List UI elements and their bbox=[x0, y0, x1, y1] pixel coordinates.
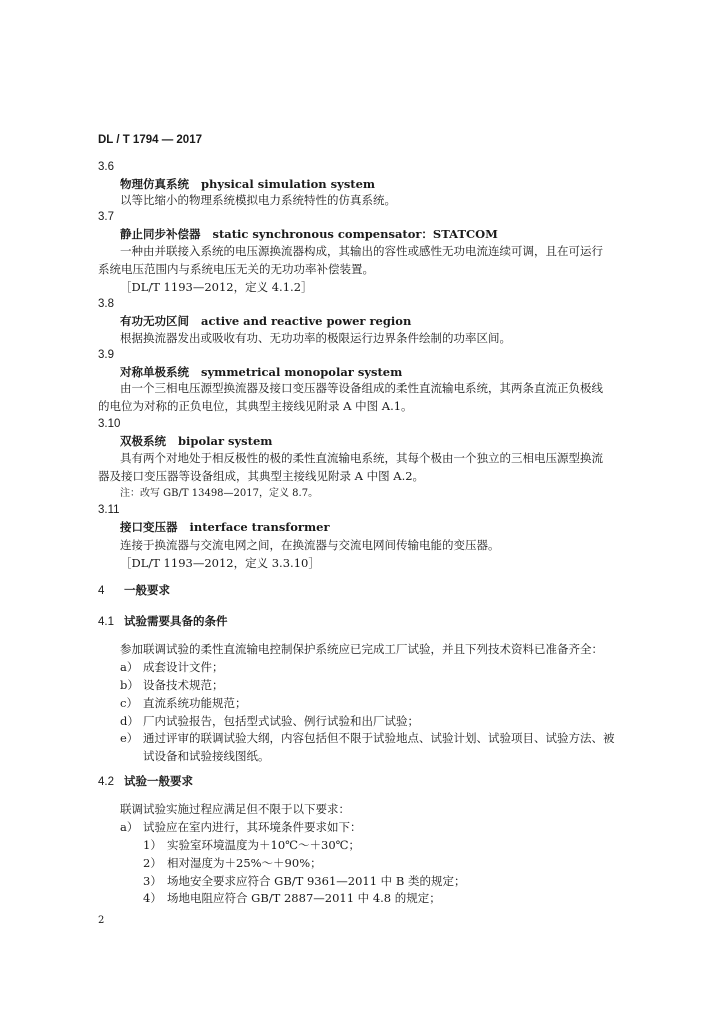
term-definition: 器及接口变压器等设备组成，其典型主接线见附录 A 中图 A.2。 bbox=[98, 469, 425, 483]
term-definition: 连接于换流器与交流电网之间，在换流器与交流电网间传输电能的变压器。 bbox=[120, 538, 500, 552]
term-en: static synchronous compensator：STATCOM bbox=[212, 227, 498, 241]
list-text: 成套设计文件； bbox=[143, 660, 224, 674]
term-title bbox=[120, 314, 411, 328]
term-definition: 以等比缩小的物理系统模拟电力系统特性的仿真系统。 bbox=[120, 193, 396, 207]
subsection-heading bbox=[98, 614, 228, 629]
sub-list-text: 场地安全要求应符合 GB/T 9361—2011 中 B 类的规定； bbox=[167, 874, 466, 888]
term-number: 3.10 bbox=[98, 418, 121, 430]
term-title bbox=[120, 434, 272, 448]
term-definition: 具有两个对地处于相反极性的极的柔性直流输电系统，其每个极由一个独立的三相电压源型换流 bbox=[120, 451, 603, 465]
subsection-heading bbox=[98, 774, 193, 789]
subsection-title: 试验需要具备的条件 bbox=[124, 614, 228, 628]
term-definition: 由一个三相电压源型换流器及接口变压器等设备组成的柔性直流输电系统，其两条直流正负极线 bbox=[120, 381, 603, 395]
sub-list-text: 相对湿度为＋25%～＋90%； bbox=[167, 856, 322, 870]
term-number: 3.11 bbox=[98, 504, 120, 516]
term-definition: 根据换流器发出或吸收有功、无功功率的极限运行边界条件绘制的功率区间。 bbox=[120, 331, 511, 345]
sub-list-item bbox=[143, 891, 441, 905]
section-heading bbox=[98, 583, 170, 598]
sub-list-item bbox=[143, 856, 322, 870]
list-label: d） bbox=[120, 714, 139, 728]
term-en: interface transformer bbox=[189, 520, 330, 534]
list-label: a） bbox=[120, 820, 139, 834]
list-item bbox=[120, 714, 419, 728]
term-en: physical simulation system bbox=[201, 177, 376, 191]
term-definition: 一种由并联接入系统的电压源换流器构成，其输出的容性或感性无功电流连续可调，且在可运行 bbox=[120, 244, 603, 258]
term-cn: 对称单极系统 bbox=[120, 365, 189, 379]
list-label: e） bbox=[120, 731, 139, 745]
list-text: 通过评审的联调试验大纲，内容包括但不限于试验地点、试验计划、试验项目、试验方法、被 bbox=[143, 731, 615, 745]
term-title bbox=[120, 227, 498, 241]
term-cn: 静止同步补偿器 bbox=[120, 227, 201, 241]
subsection-number: 4.2 bbox=[98, 776, 114, 788]
list-text: 试验应在室内进行，其环境条件要求如下： bbox=[143, 820, 362, 834]
term-definition: 系统电压范围内与系统电压无关的无功功率补偿装置。 bbox=[98, 262, 374, 276]
term-cn: 接口变压器 bbox=[120, 520, 178, 534]
term-reference: ［DL/T 1193—2012，定义 3.3.10］ bbox=[120, 556, 320, 570]
term-note: 注：改写 GB/T 13498—2017，定义 8.7。 bbox=[120, 488, 319, 499]
list-label: a） bbox=[120, 660, 139, 674]
sub-list-label: 1） bbox=[143, 838, 162, 852]
sub-list-label: 4） bbox=[143, 891, 162, 905]
sub-list-item bbox=[143, 874, 465, 888]
list-item bbox=[120, 660, 224, 674]
term-cn: 有功无功区间 bbox=[120, 314, 189, 328]
term-en: bipolar system bbox=[178, 434, 273, 448]
term-cn: 双极系统 bbox=[120, 434, 166, 448]
term-number: 3.6 bbox=[98, 161, 114, 173]
list-text: 厂内试验报告，包括型式试验、例行试验和出厂试验； bbox=[143, 714, 419, 728]
list-text: 设备技术规范； bbox=[143, 678, 224, 692]
sub-list-label: 2） bbox=[143, 856, 162, 870]
list-item-continuation: 试设备和试验接线图纸。 bbox=[143, 749, 270, 763]
list-item bbox=[120, 731, 615, 745]
list-label: b） bbox=[120, 678, 139, 692]
sub-list-item bbox=[143, 838, 360, 852]
term-reference: ［DL/T 1193—2012，定义 4.1.2］ bbox=[120, 280, 313, 294]
paragraph: 联调试验实施过程应满足但不限于以下要求： bbox=[120, 802, 350, 816]
list-item bbox=[120, 820, 362, 834]
list-text: 直流系统功能规范； bbox=[143, 696, 247, 710]
page-number: 2 bbox=[98, 915, 105, 926]
subsection-number: 4.1 bbox=[98, 616, 114, 628]
list-label: c） bbox=[120, 696, 138, 710]
term-number: 3.7 bbox=[98, 211, 114, 223]
subsection-title: 试验一般要求 bbox=[124, 774, 193, 788]
list-item bbox=[120, 696, 247, 710]
term-definition: 的电位为对称的正负电位，其典型主接线见附录 A 中图 A.1。 bbox=[98, 399, 413, 413]
sub-list-text: 场地电阻应符合 GB/T 2887—2011 中 4.8 的规定； bbox=[167, 891, 441, 905]
term-en: active and reactive power region bbox=[201, 314, 412, 328]
term-number: 3.9 bbox=[98, 349, 114, 361]
paragraph: 参加联调试验的柔性直流输电控制保护系统应已完成工厂试验，并且下列技术资料已准备齐全： bbox=[120, 642, 603, 656]
term-number: 3.8 bbox=[98, 298, 114, 310]
term-en: symmetrical monopolar system bbox=[201, 365, 403, 379]
term-title bbox=[120, 520, 330, 534]
term-title bbox=[120, 177, 375, 191]
document-code-header: DL / T 1794 — 2017 bbox=[98, 134, 202, 146]
term-title bbox=[120, 365, 402, 379]
term-cn: 物理仿真系统 bbox=[120, 177, 189, 191]
section-number: 4 bbox=[98, 585, 105, 597]
sub-list-text: 实验室环境温度为＋10℃～＋30℃； bbox=[167, 838, 360, 852]
sub-list-label: 3） bbox=[143, 874, 162, 888]
section-title: 一般要求 bbox=[124, 583, 170, 597]
list-item bbox=[120, 678, 224, 692]
